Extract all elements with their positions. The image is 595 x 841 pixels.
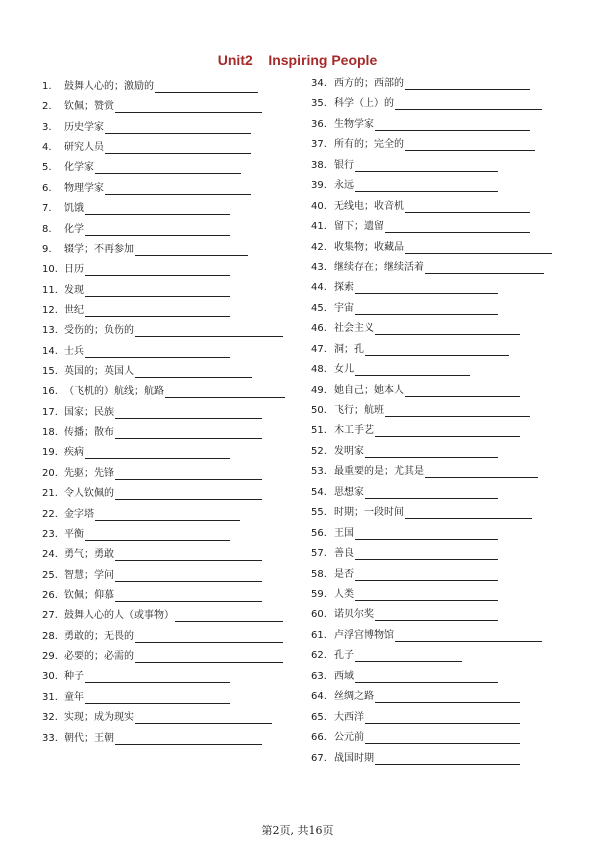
item-number: 6. — [42, 182, 52, 194]
item-number: 34. — [311, 78, 327, 89]
item-term: 令人钦佩的 — [64, 488, 114, 500]
answer-blank[interactable] — [85, 204, 230, 215]
vocab-item — [42, 342, 230, 358]
item-term: 丝绸之路 — [334, 691, 374, 703]
answer-blank[interactable] — [135, 245, 248, 256]
answer-blank[interactable] — [355, 161, 498, 172]
answer-blank[interactable] — [95, 510, 240, 521]
vocab-item — [311, 278, 498, 294]
item-term: 飞行；航班 — [334, 405, 384, 417]
item-term: 继续存在；继续活着 — [334, 261, 424, 273]
item-term: 朝代；王朝 — [64, 732, 114, 744]
answer-blank[interactable] — [375, 324, 520, 335]
item-number: 60. — [311, 609, 327, 621]
item-term: 诺贝尔奖 — [334, 609, 374, 621]
vocab-item — [42, 403, 262, 419]
item-term: 永远 — [334, 180, 354, 192]
answer-blank[interactable] — [105, 123, 251, 134]
vocab-item — [311, 217, 530, 233]
item-number: 10. — [42, 264, 58, 276]
item-term: 无线电；收音机 — [334, 200, 404, 212]
answer-blank[interactable] — [115, 571, 262, 582]
item-term: 物理学家 — [64, 182, 104, 194]
answer-blank[interactable] — [135, 326, 283, 337]
answer-blank[interactable] — [155, 82, 258, 93]
vocab-item — [311, 258, 544, 274]
item-term: 智慧；学问 — [64, 569, 114, 581]
vocab-item — [311, 238, 552, 254]
answer-blank[interactable] — [385, 222, 530, 233]
vocab-item — [311, 565, 498, 581]
answer-blank[interactable] — [375, 426, 520, 437]
answer-blank[interactable] — [115, 408, 262, 419]
item-number: 55. — [311, 507, 327, 519]
item-number: 61. — [311, 629, 327, 641]
vocab-item — [42, 423, 262, 439]
vocab-item — [42, 505, 240, 521]
vocab-item — [311, 544, 498, 560]
item-number: 12. — [42, 304, 58, 316]
item-term: 生物学家 — [334, 118, 374, 130]
answer-blank[interactable] — [355, 181, 498, 192]
item-term: 先驱；先锋 — [64, 467, 114, 479]
item-term: 实现；成为现实 — [64, 712, 134, 724]
answer-blank[interactable] — [105, 184, 251, 195]
item-term: 科学（上）的 — [334, 98, 394, 110]
answer-blank[interactable] — [385, 406, 530, 417]
item-term: 大西洋 — [334, 711, 364, 723]
answer-blank[interactable] — [115, 591, 262, 602]
item-number: 39. — [311, 180, 327, 192]
item-number: 4. — [42, 142, 52, 154]
item-term: 最重要的是；尤其是 — [334, 466, 424, 478]
answer-blank[interactable] — [85, 347, 230, 358]
answer-blank[interactable] — [85, 448, 230, 459]
vocab-item — [42, 464, 262, 480]
item-term: 她自己；她本人 — [334, 384, 404, 396]
answer-blank[interactable] — [365, 345, 509, 356]
item-term: 公元前 — [334, 732, 364, 744]
vocab-item — [311, 319, 520, 335]
item-term: 社会主义 — [334, 323, 374, 335]
vocab-item — [311, 94, 542, 110]
answer-blank[interactable] — [85, 306, 230, 317]
item-number: 17. — [42, 406, 58, 418]
vocab-item — [42, 545, 262, 561]
answer-blank[interactable] — [115, 550, 262, 561]
vocab-item — [311, 749, 520, 765]
answer-blank[interactable] — [365, 447, 498, 458]
item-term: 发现 — [64, 284, 84, 296]
item-number: 66. — [311, 732, 327, 744]
item-number: 33. — [42, 732, 58, 744]
item-number: 23. — [42, 528, 58, 540]
item-term: 士兵 — [64, 345, 84, 357]
answer-blank[interactable] — [375, 610, 498, 621]
vocab-item — [42, 525, 230, 541]
item-number: 38. — [311, 159, 327, 171]
item-number: 37. — [311, 139, 327, 151]
item-number: 54. — [311, 486, 327, 498]
vocab-item — [42, 199, 230, 215]
answer-blank[interactable] — [375, 692, 520, 703]
item-term: 收集物；收藏品 — [334, 241, 404, 253]
vocab-item — [42, 627, 283, 643]
answer-blank[interactable] — [355, 549, 498, 560]
item-number: 18. — [42, 427, 58, 439]
item-term: 勇敢的；无畏的 — [64, 630, 134, 642]
answer-blank[interactable] — [355, 304, 498, 315]
answer-blank[interactable] — [375, 120, 530, 131]
item-term: 历史学家 — [64, 121, 104, 133]
item-number: 8. — [42, 223, 52, 235]
item-term: 金字塔 — [64, 508, 94, 520]
vocab-item — [311, 156, 498, 172]
item-number: 36. — [311, 118, 327, 130]
item-term: （飞机的）航线；航路 — [64, 386, 164, 398]
item-number: 47. — [311, 343, 327, 355]
answer-blank[interactable] — [425, 263, 544, 274]
item-term: 平衡 — [64, 528, 84, 540]
item-term: 种子 — [64, 671, 84, 683]
answer-blank[interactable] — [395, 631, 542, 642]
vocab-item — [311, 483, 498, 499]
page-title: Unit2 Inspiring People — [217, 52, 378, 68]
vocab-item — [42, 240, 248, 256]
item-number: 62. — [311, 650, 327, 662]
item-term: 化学家 — [64, 162, 94, 174]
answer-blank[interactable] — [115, 469, 262, 480]
vocab-item — [311, 728, 520, 744]
item-number: 9. — [42, 243, 52, 255]
page-footer: 第2页, 共16页 — [261, 824, 334, 837]
item-number: 64. — [311, 691, 327, 703]
item-number: 16. — [42, 386, 58, 398]
item-number: 52. — [311, 445, 327, 457]
answer-blank[interactable] — [355, 570, 498, 581]
answer-blank[interactable] — [85, 672, 230, 683]
vocab-item — [42, 321, 283, 337]
vocab-item — [42, 443, 230, 459]
answer-blank[interactable] — [135, 367, 252, 378]
item-number: 29. — [42, 651, 58, 663]
vocab-item — [42, 586, 262, 602]
answer-blank[interactable] — [115, 102, 262, 113]
item-term: 英国的；英国人 — [64, 366, 134, 378]
vocab-item — [311, 605, 498, 621]
item-term: 发明家 — [334, 445, 364, 457]
vocab-item — [311, 524, 498, 540]
vocab-item — [42, 301, 230, 317]
vocab-item — [311, 585, 498, 601]
item-term: 西方的；西部的 — [334, 78, 404, 89]
item-term: 女儿 — [334, 364, 354, 376]
vocab-item — [311, 176, 498, 192]
vocab-item — [42, 647, 283, 663]
vocab-item — [42, 260, 230, 276]
item-number: 42. — [311, 241, 327, 253]
vocab-item — [42, 158, 241, 174]
item-number: 45. — [311, 302, 327, 314]
item-number: 35. — [311, 98, 327, 110]
item-number: 26. — [42, 590, 58, 601]
item-number: 58. — [311, 568, 327, 580]
item-number: 25. — [42, 569, 58, 581]
answer-blank[interactable] — [405, 243, 552, 254]
answer-blank[interactable] — [405, 202, 530, 213]
answer-blank[interactable] — [355, 365, 470, 376]
item-term: 鼓舞人心的人（或事物） — [64, 610, 174, 622]
answer-blank[interactable] — [365, 713, 520, 724]
item-number: 57. — [311, 548, 327, 560]
answer-blank[interactable] — [355, 651, 462, 662]
item-number: 20. — [42, 467, 58, 479]
vocab-item — [311, 626, 542, 642]
item-term: 王国 — [334, 527, 354, 539]
answer-blank[interactable] — [135, 632, 283, 643]
item-term: 西域 — [334, 670, 354, 682]
item-number: 19. — [42, 447, 58, 459]
item-number: 5. — [42, 162, 52, 174]
vocab-item — [311, 381, 520, 397]
item-term: 童年 — [64, 691, 84, 703]
item-term: 国家；民族 — [64, 406, 114, 418]
answer-blank[interactable] — [115, 489, 262, 500]
item-term: 留下；遗留 — [334, 221, 384, 233]
item-term: 宇宙 — [334, 302, 354, 314]
vocab-item — [42, 220, 230, 236]
answer-blank[interactable] — [405, 79, 530, 90]
item-number: 24. — [42, 549, 58, 561]
answer-blank[interactable] — [395, 99, 542, 110]
answer-blank[interactable] — [85, 693, 230, 704]
item-number: 46. — [311, 323, 327, 335]
item-term: 探索 — [334, 282, 354, 294]
item-term: 疾病 — [64, 447, 84, 459]
item-term: 受伤的；负伤的 — [64, 325, 134, 337]
item-number: 59. — [311, 589, 327, 600]
answer-blank[interactable] — [365, 488, 498, 499]
answer-blank[interactable] — [105, 143, 251, 154]
vocab-item — [311, 462, 538, 478]
item-number: 15. — [42, 366, 58, 378]
vocab-item — [311, 115, 530, 131]
item-term: 所有的；完全的 — [334, 139, 404, 151]
answer-blank[interactable] — [365, 733, 520, 744]
item-term: 洞；孔 — [334, 343, 364, 355]
vocab-item — [311, 360, 470, 376]
item-term: 善良 — [334, 548, 354, 560]
item-number: 21. — [42, 488, 58, 500]
vocab-item — [311, 299, 498, 315]
answer-blank[interactable] — [375, 754, 520, 765]
vocab-item — [311, 197, 530, 213]
vocab-item — [42, 484, 262, 500]
answer-blank[interactable] — [85, 265, 230, 276]
item-number: 43. — [311, 261, 327, 273]
vocab-item — [42, 97, 262, 113]
item-term: 日历 — [64, 264, 84, 276]
vocab-item — [311, 687, 520, 703]
answer-blank[interactable] — [355, 590, 498, 601]
item-number: 56. — [311, 527, 327, 539]
vocab-item — [311, 503, 532, 519]
answer-blank[interactable] — [115, 428, 262, 439]
vocab-item — [311, 340, 509, 356]
answer-blank[interactable] — [95, 163, 241, 174]
item-term: 研究人员 — [64, 142, 104, 154]
vocab-item — [311, 646, 462, 662]
answer-blank[interactable] — [175, 611, 283, 622]
item-number: 41. — [311, 221, 327, 233]
vocab-item — [42, 566, 262, 582]
item-term: 银行 — [334, 159, 354, 171]
answer-blank[interactable] — [425, 467, 538, 478]
vocab-item — [42, 606, 283, 622]
answer-blank[interactable] — [135, 652, 283, 663]
answer-blank[interactable] — [355, 672, 498, 683]
item-number: 11. — [42, 284, 58, 296]
item-term: 木工手艺 — [334, 425, 374, 437]
vocab-item — [42, 281, 230, 297]
vocab-item — [311, 667, 498, 683]
vocab-item — [311, 442, 498, 458]
item-number: 31. — [42, 691, 58, 703]
answer-blank[interactable] — [135, 713, 272, 724]
vocab-item — [42, 77, 258, 93]
answer-blank[interactable] — [405, 386, 520, 397]
item-number: 67. — [311, 752, 327, 764]
item-term: 鼓舞人心的；激励的 — [64, 81, 154, 92]
vocab-item — [311, 74, 530, 90]
item-term: 世纪 — [64, 304, 84, 316]
vocab-item — [42, 179, 251, 195]
item-number: 14. — [42, 345, 58, 357]
answer-blank[interactable] — [405, 140, 535, 151]
answer-blank[interactable] — [165, 387, 285, 398]
item-term: 孔子 — [334, 650, 354, 662]
item-number: 63. — [311, 670, 327, 682]
item-term: 思想家 — [334, 486, 364, 498]
item-number: 28. — [42, 630, 58, 642]
vocab-item — [311, 421, 520, 437]
item-number: 13. — [42, 325, 58, 337]
item-number: 3. — [42, 121, 52, 133]
vocab-item — [42, 708, 272, 724]
item-term: 卢浮宫博物馆 — [334, 629, 394, 641]
item-term: 时期；一段时间 — [334, 507, 404, 519]
answer-blank[interactable] — [85, 286, 230, 297]
item-number: 44. — [311, 282, 327, 294]
item-term: 化学 — [64, 223, 84, 235]
item-term: 钦佩；仰慕 — [64, 590, 114, 601]
vocab-item — [42, 118, 251, 134]
item-term: 传播；散布 — [64, 427, 114, 439]
vocab-item — [42, 688, 230, 704]
item-term: 战国时期 — [334, 752, 374, 764]
answer-blank[interactable] — [85, 225, 230, 236]
answer-blank[interactable] — [355, 529, 498, 540]
item-number: 2. — [42, 101, 52, 113]
item-number: 51. — [311, 425, 327, 437]
vocab-item — [311, 708, 520, 724]
item-number: 22. — [42, 508, 58, 520]
answer-blank[interactable] — [405, 508, 532, 519]
item-term: 必要的；必需的 — [64, 651, 134, 663]
item-number: 30. — [42, 671, 58, 683]
item-term: 钦佩；赞赏 — [64, 101, 114, 113]
item-number: 7. — [42, 203, 52, 215]
vocab-item — [42, 382, 285, 398]
answer-blank[interactable] — [115, 734, 262, 745]
vocab-item — [42, 138, 251, 154]
item-number: 65. — [311, 711, 327, 723]
item-term: 是否 — [334, 568, 354, 580]
item-number: 1. — [42, 81, 52, 92]
item-number: 32. — [42, 712, 58, 724]
item-number: 49. — [311, 384, 327, 396]
item-number: 27. — [42, 610, 58, 622]
item-number: 48. — [311, 364, 327, 376]
item-term: 人类 — [334, 589, 354, 600]
item-number: 40. — [311, 200, 327, 212]
item-number: 53. — [311, 466, 327, 478]
item-term: 勇气；勇敢 — [64, 549, 114, 561]
vocab-item — [311, 401, 530, 417]
item-number: 50. — [311, 405, 327, 417]
item-term: 辍学；不再参加 — [64, 243, 134, 255]
answer-blank[interactable] — [85, 530, 230, 541]
answer-blank[interactable] — [355, 283, 498, 294]
item-term: 饥饿 — [64, 203, 84, 215]
vocab-item — [42, 362, 252, 378]
vocab-item — [311, 135, 535, 151]
vocab-item — [42, 729, 262, 745]
vocab-item — [42, 667, 230, 683]
